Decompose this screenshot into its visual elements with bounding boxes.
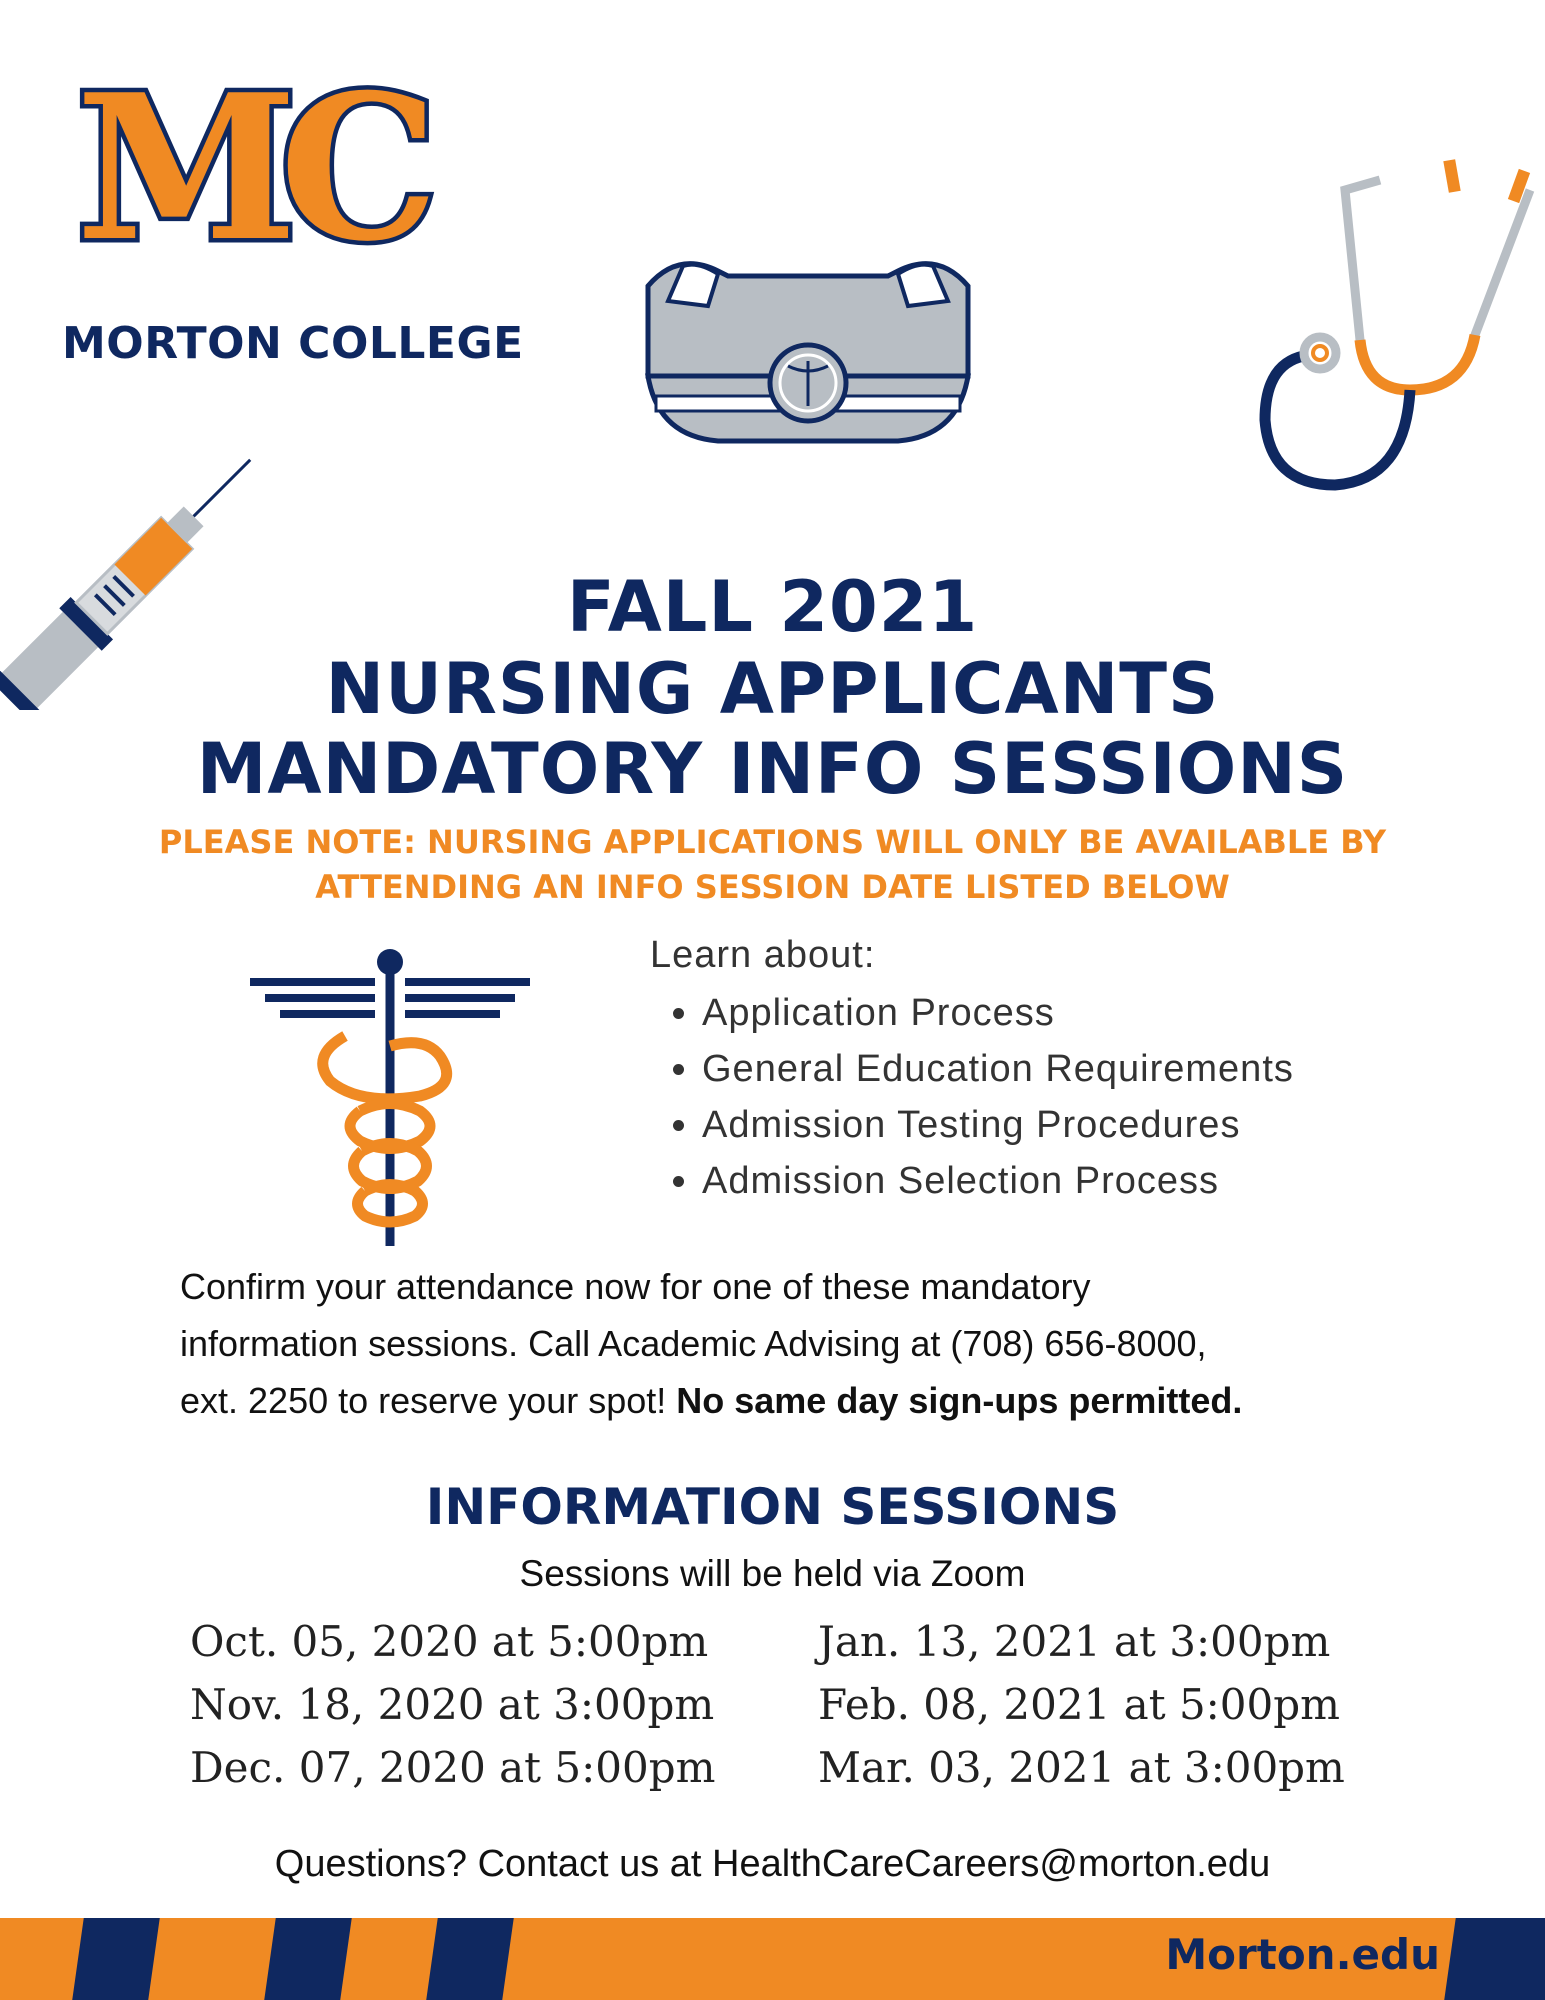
headline-fall-2021: FALL 2021 xyxy=(566,566,979,648)
learn-about-intro: Learn about: xyxy=(650,934,876,976)
college-logo xyxy=(72,66,492,316)
session-date: Jan. 13, 2021 at 3:00pm xyxy=(818,1617,1331,1666)
footer-stripe xyxy=(1444,1918,1545,2000)
session-dates-right xyxy=(818,1610,1345,1799)
college-name: MORTON COLLEGE xyxy=(62,318,524,369)
list-item: • Application Process xyxy=(702,985,1294,1041)
confirm-line-1: Confirm your attendance now for one of these mandatory xyxy=(180,1266,1091,1307)
session-dates-left xyxy=(190,1610,715,1799)
monogram-text: MC xyxy=(76,66,421,286)
session-date: Feb. 08, 2021 at 5:00pm xyxy=(818,1680,1340,1729)
confirm-line-2: information sessions. Call Academic Advising at (708) 656-8000, xyxy=(180,1323,1207,1364)
website-link[interactable]: Morton.edu xyxy=(1165,1930,1440,1979)
note-line-2: ATTENDING AN INFO SESSION DATE LISTED BELOW xyxy=(315,868,1230,906)
caduceus-icon xyxy=(250,946,530,1256)
learn-about-section xyxy=(650,934,1294,1209)
list-item: • Admission Testing Procedures xyxy=(702,1097,1294,1153)
session-date: Nov. 18, 2020 at 3:00pm xyxy=(190,1680,715,1729)
confirm-line-3-text: ext. 2250 to reserve your spot! xyxy=(180,1380,677,1421)
learn-about-list xyxy=(650,985,1294,1209)
no-same-day-notice: No same day sign-ups permitted. xyxy=(676,1380,1243,1421)
sessions-title: INFORMATION SESSIONS xyxy=(425,1478,1120,1536)
session-date: Oct. 05, 2020 at 5:00pm xyxy=(190,1617,709,1666)
contact-line: Questions? Contact us at HealthCareCareers@morton.edu xyxy=(274,1843,1271,1885)
nurse-cap-icon xyxy=(638,246,978,461)
footer-stripe xyxy=(426,1918,514,2000)
list-item: • General Education Requirements xyxy=(702,1041,1294,1097)
mc-monogram xyxy=(72,66,492,316)
footer-stripe xyxy=(264,1918,352,2000)
stethoscope-icon xyxy=(1250,150,1540,505)
session-date: Mar. 03, 2021 at 3:00pm xyxy=(818,1743,1345,1792)
session-date: Dec. 07, 2020 at 5:00pm xyxy=(190,1743,716,1792)
list-item: • Admission Selection Process xyxy=(702,1153,1294,1209)
footer-stripe xyxy=(72,1918,160,2000)
note-line-1: PLEASE NOTE: NURSING APPLICATIONS WILL ONLY BE AVAILABLE BY xyxy=(158,823,1387,861)
headline-info-sessions: MANDATORY INFO SESSIONS xyxy=(196,728,1349,810)
footer-band xyxy=(0,1918,1545,2000)
confirm-paragraph xyxy=(180,1258,1430,1429)
sessions-subtitle: Sessions will be held via Zoom xyxy=(519,1553,1026,1594)
confirm-line-3 xyxy=(180,1372,1430,1429)
headline-nursing-applicants: NURSING APPLICANTS xyxy=(325,648,1220,730)
